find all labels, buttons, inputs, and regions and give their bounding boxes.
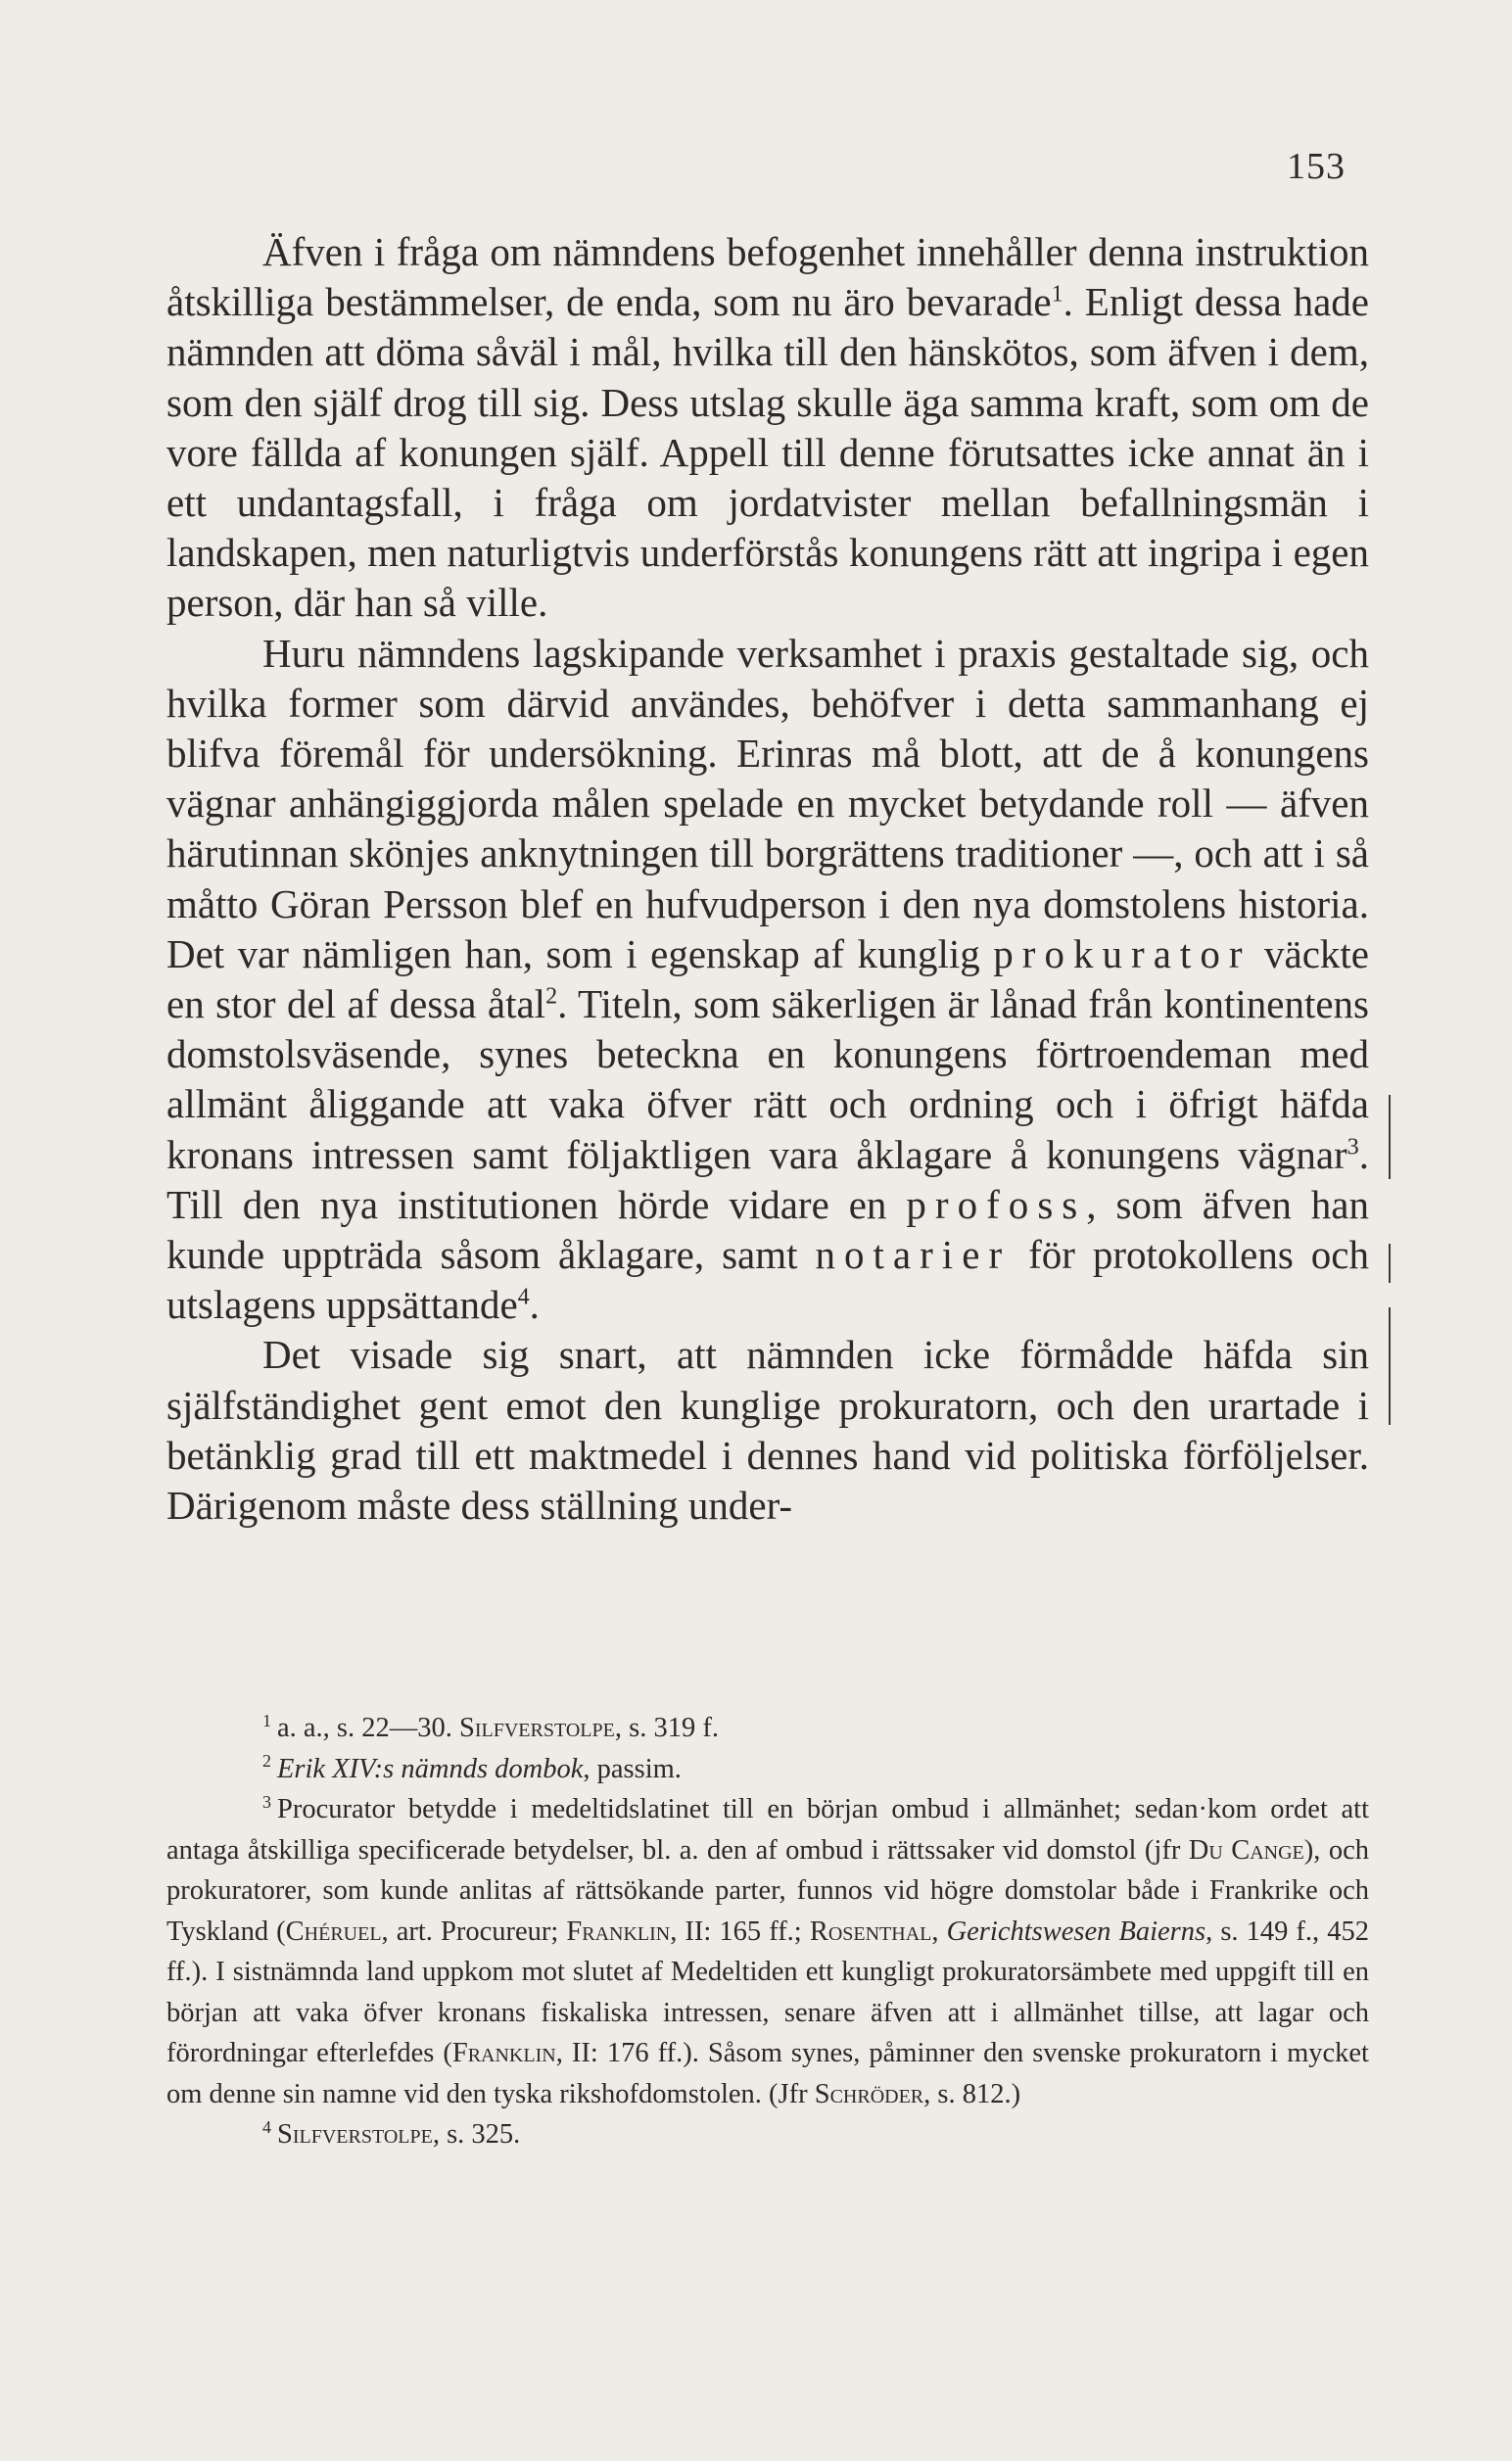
main-text bbox=[166, 227, 1369, 1531]
author-name: Chéruel bbox=[285, 1916, 382, 1947]
text-run: Huru nämndens lagskipande verksamhet i praxis gestaltade sig, och hvilka former som därvid användes, behöfver i detta sammanhang ej blifva föremål för undersökning. Erinras må blott, att de å konungens vägnar anhängiggjorda målen spelade en mycket betydande roll — äfven härutinnan skönjes anknytningen till borgrättens traditioner —, och att i så måtto Göran Persson blef en hufvudperson i den nya domstolens historia. Det var nämligen han, som i egenskap af kunglig bbox=[166, 630, 1369, 976]
author-name: Silfverstolpe bbox=[277, 2119, 433, 2150]
text-run: . Till den nya institutionen hörde vidare en bbox=[166, 1131, 1369, 1227]
text-run: , s. 319 f. bbox=[614, 1713, 719, 1743]
author-name: Rosenthal bbox=[809, 1916, 932, 1947]
text-run: , passim. bbox=[583, 1753, 682, 1784]
footnote-ref-3[interactable]: 3 bbox=[1347, 1134, 1359, 1160]
footnote-number: 4 bbox=[262, 2116, 271, 2137]
margin-line bbox=[1389, 1244, 1391, 1283]
book-title: Gerichtswesen Baierns bbox=[946, 1916, 1206, 1947]
author-name: Franklin bbox=[451, 2038, 556, 2068]
text-run: , II: 165 ff.; bbox=[670, 1916, 810, 1947]
footnote-number: 2 bbox=[262, 1751, 271, 1771]
footnote-number: 3 bbox=[262, 1791, 271, 1812]
margin-line bbox=[1389, 1095, 1391, 1179]
text-run: , s. 149 f., 452 ff.). I sistnämnda land uppkom mot slutet af Medeltiden ett kungligt prokuratorsämbete med uppgift till en början att vaka öfver kronans fiskaliska intressen, senare äfven att i allmänhet tillse, att lagar och förordningar efterlefdes ( bbox=[166, 1916, 1370, 2068]
book-title: Erik XIV:s nämnds dombok bbox=[277, 1753, 584, 1784]
text-run: . Titeln, som säkerligen är lånad från kontinentens domstolsväsende, synes beteckna en konungens förtroendeman med allmänt åliggande att vaka öfver rätt och ordning och i öfrigt häfda kronans intressen samt följaktligen vara åklagare å konungens vägnar bbox=[166, 981, 1370, 1177]
footnote-ref-4[interactable]: 4 bbox=[517, 1284, 530, 1310]
text-run: Det visade sig snart, att nämnden icke förmådde häfda sin själfständighet gent emot den kunglige prokuratorn, och den urartade i betänklig grad till ett maktmedel i dennes hand vid politiska förföljelser. Därigenom måste dess ställning under- bbox=[166, 1332, 1369, 1529]
footnote-ref-1[interactable]: 1 bbox=[1051, 281, 1063, 308]
text-run: Procurator betydde i medeltidslatinet till en början ombud i allmänhet; sedan·kom ordet att antaga åtskilliga specificerade betydelser, bl. a. den af ombud i rättssaker vid domstol (jfr bbox=[166, 1794, 1369, 1866]
text-run: . Enligt dessa hade nämnden att döma såväl i mål, hvilka till den hänskötos, som äfven i dem, som den själf drog till sig. Dess utslag skulle äga samma kraft, som om de vore fällda af konungen själf. Appell till denne förutsattes icke annat än i ett undantagsfall, i fråga om jordatvister mellan befallningsmän i landskapen, men naturligtvis underförstås konungens rätt att ingripa i egen person, där han så ville. bbox=[166, 279, 1369, 626]
paragraph-1 bbox=[166, 227, 1369, 629]
text-run: . bbox=[529, 1282, 540, 1328]
text-run: , II: 176 ff.). Såsom synes, påminner den svenske prokuratorn i mycket om denne sin namne vid den tyska rikshofdomstolen. (Jfr bbox=[166, 2038, 1369, 2109]
emphasis-notarier: notarier bbox=[815, 1232, 1012, 1278]
text-run: a. a., s. 22—30. bbox=[277, 1713, 460, 1743]
author-name: Franklin bbox=[566, 1916, 671, 1947]
text-run: för protokollens och utslagens uppsättande bbox=[166, 1232, 1369, 1328]
text-run: , s. 325. bbox=[432, 2119, 521, 2150]
paragraph-3 bbox=[166, 1330, 1369, 1531]
author-name: Du Cange bbox=[1188, 1834, 1304, 1866]
text-run: , art. Procureur; bbox=[381, 1916, 567, 1947]
paragraph-2 bbox=[166, 629, 1369, 1331]
text-run: väckte en stor del af dessa åtal bbox=[166, 930, 1369, 1027]
footnotes bbox=[166, 1708, 1369, 2155]
footnote-3 bbox=[166, 1789, 1369, 2114]
footnote-2 bbox=[166, 1749, 1369, 1790]
footnote-number: 1 bbox=[262, 1710, 271, 1730]
emphasis-profoss: profoss bbox=[906, 1181, 1087, 1227]
margin-line bbox=[1389, 1307, 1391, 1425]
text-run: , bbox=[931, 1916, 947, 1947]
footnote-ref-2[interactable]: 2 bbox=[545, 983, 558, 1010]
text-run: , s. 812.) bbox=[923, 2078, 1021, 2109]
text-run: , som äfven han kunde uppträda såsom åklagare, samt bbox=[166, 1181, 1369, 1278]
page-number: 153 bbox=[1287, 146, 1346, 187]
emphasis-prokurator: prokurator bbox=[993, 930, 1252, 976]
footnote-1 bbox=[166, 1708, 1369, 1749]
footnote-4 bbox=[166, 2114, 1369, 2155]
text-run: Äfven i fråga om nämndens befogenhet innehåller denna instruktion åtskilliga bestämmelser, de enda, som nu äro bevarade bbox=[166, 229, 1369, 325]
author-name: Schröder bbox=[814, 2078, 924, 2109]
author-name: Silfverstolpe bbox=[459, 1713, 615, 1743]
text-run: ), och prokuratorer, som kunde anlitas af rättsökande parter, funnos vid högre domstolar både i Frankrike och Tyskland ( bbox=[166, 1834, 1369, 1947]
